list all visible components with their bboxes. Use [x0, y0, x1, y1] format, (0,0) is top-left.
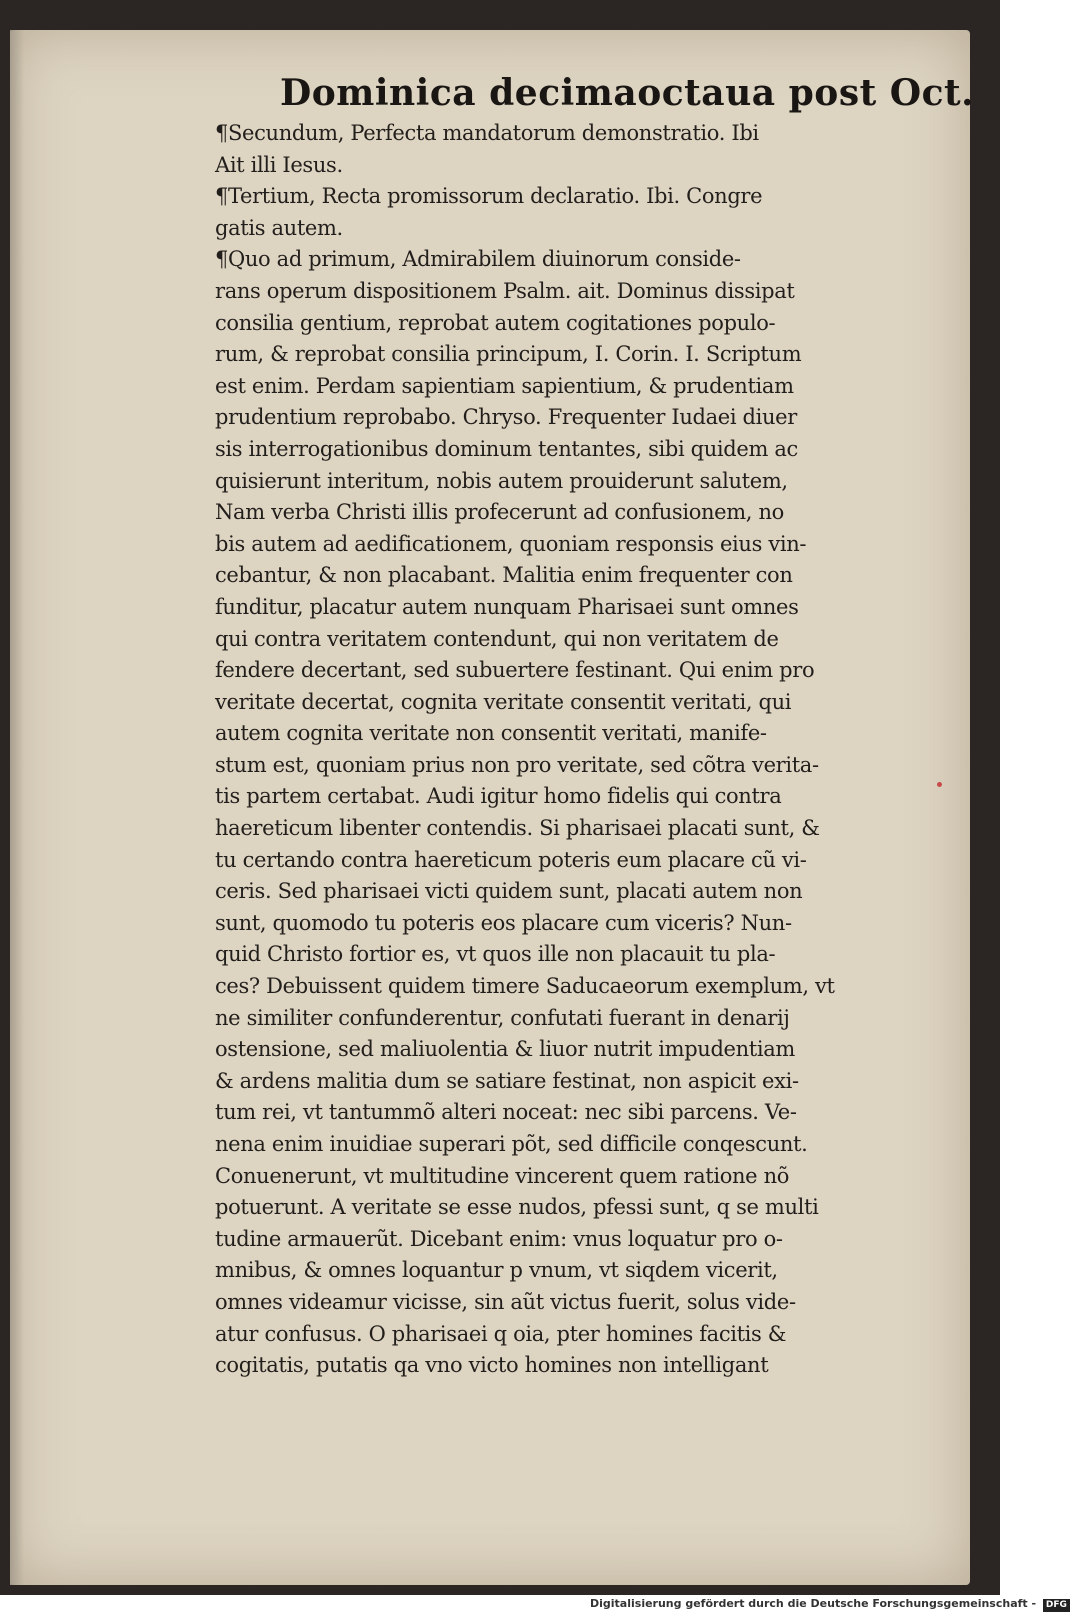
text-line: omnes videamur vicisse, sin aũt victus fuerit, solus vide-	[215, 1289, 796, 1314]
text-line: nena enim inuidiae superari põt, sed difficile conqescunt.	[215, 1132, 808, 1156]
text-line: Conuenerunt, vt multitudine vincerent quem ratione nõ	[215, 1163, 790, 1188]
text-line: potuerunt. A veritate se esse nudos, pfessi sunt, q se multi	[215, 1195, 819, 1220]
text-line: veritate decertat, cognita veritate consentit veritati, qui	[215, 689, 792, 714]
text-line: fendere decertant, sed subuertere festinant. Qui enim pro	[215, 658, 815, 683]
text-line: rans operum dispositionem Psalm. ait. Dominus dissipat	[215, 278, 795, 303]
text-line: tu certando contra haereticum poteris eum placare cũ vi-	[215, 847, 807, 872]
text-line: sunt, quomodo tu poteris eos placare cum viceris? Nun-	[215, 910, 792, 935]
text-line: ostensione, sed maliuolentia & liuor nutrit impudentiam	[215, 1037, 795, 1062]
body-text	[215, 118, 930, 1382]
text-line: est enim. Perdam sapientiam sapientium, & prudentiam	[215, 373, 794, 398]
text-line: rum, & reprobat consilia principum, I. Corin. I. Scriptum	[215, 342, 802, 367]
text-line: quisierunt interitum, nobis autem prouiderunt salutem,	[215, 468, 788, 493]
text-line: ¶Quo ad primum, Admirabilem diuinorum conside-	[215, 247, 741, 272]
text-line: cebantur, & non placabant. Malitia enim frequenter con	[215, 563, 793, 588]
text-line: ¶Tertium, Recta promissorum declaratio. Ibi. Congre	[215, 184, 763, 209]
text-line: stum est, quoniam prius non pro veritate, sed cõtra verita-	[215, 752, 819, 777]
text-line: ¶Secundum, Perfecta mandatorum demonstratio. Ibi	[215, 121, 759, 145]
text-line: & ardens malitia dum se satiare festinat, non aspicit exi-	[215, 1068, 799, 1093]
text-line: tis partem certabat. Audi igitur homo fidelis qui contra	[215, 784, 782, 809]
text-line: ces? Debuissent quidem timere Saducaeorum exemplum, vt	[215, 974, 835, 999]
margin-mark	[937, 782, 942, 787]
text-line: Ait illi Iesus.	[215, 152, 343, 177]
text-line: consilia gentium, reprobat autem cogitationes populo-	[215, 310, 776, 335]
text-line: gatis autem.	[215, 215, 343, 240]
text-line: prudentium reprobabo. Chryso. Frequenter Iudaei diuer	[215, 405, 797, 430]
text-line: funditur, placatur autem nunquam Pharisaei sunt omnes	[215, 594, 799, 619]
text-line: tum rei, vt tantummõ alteri noceat: nec sibi parcens. Ve-	[215, 1100, 797, 1125]
text-line: bis autem ad aedificationem, quoniam responsis eius vin-	[215, 531, 807, 556]
text-line: tudine armauerũt. Dicebant enim: vnus loquatur pro o-	[215, 1226, 783, 1251]
text-line: ne similiter confunderentur, confutati fuerant in denarij	[215, 1005, 790, 1030]
dfg-logo: DFG	[1043, 1599, 1070, 1612]
digitization-credit	[590, 1597, 1070, 1612]
text-line: haereticum libenter contendis. Si pharisaei placati sunt, &	[215, 816, 820, 841]
text-line: cogitatis, putatis qa vno victo homines non intelligant	[215, 1353, 769, 1378]
running-header: Dominica decimaoctaua post Oct.	[280, 72, 975, 114]
text-line: quid Christo fortior es, vt quos ille non placauit tu pla-	[215, 942, 776, 967]
credit-text: Digitalisierung gefördert durch die Deutsche Forschungsgemeinschaft -	[590, 1597, 1037, 1610]
text-line: ceris. Sed pharisaei victi quidem sunt, placati autem non	[215, 879, 803, 904]
text-line: mnibus, & omnes loquantur p vnum, vt siqdem vicerit,	[215, 1258, 778, 1283]
text-line: sis interrogationibus dominum tentantes, sibi quidem ac	[215, 436, 798, 461]
text-line: autem cognita veritate non consentit veritati, manife-	[215, 721, 767, 746]
text-line: qui contra veritatem contendunt, qui non veritatem de	[215, 626, 779, 651]
text-line: Nam verba Christi illis profecerunt ad confusionem, no	[215, 500, 784, 525]
text-line: atur confusus. O pharisaei q oia, pter homines facitis &	[215, 1321, 787, 1346]
